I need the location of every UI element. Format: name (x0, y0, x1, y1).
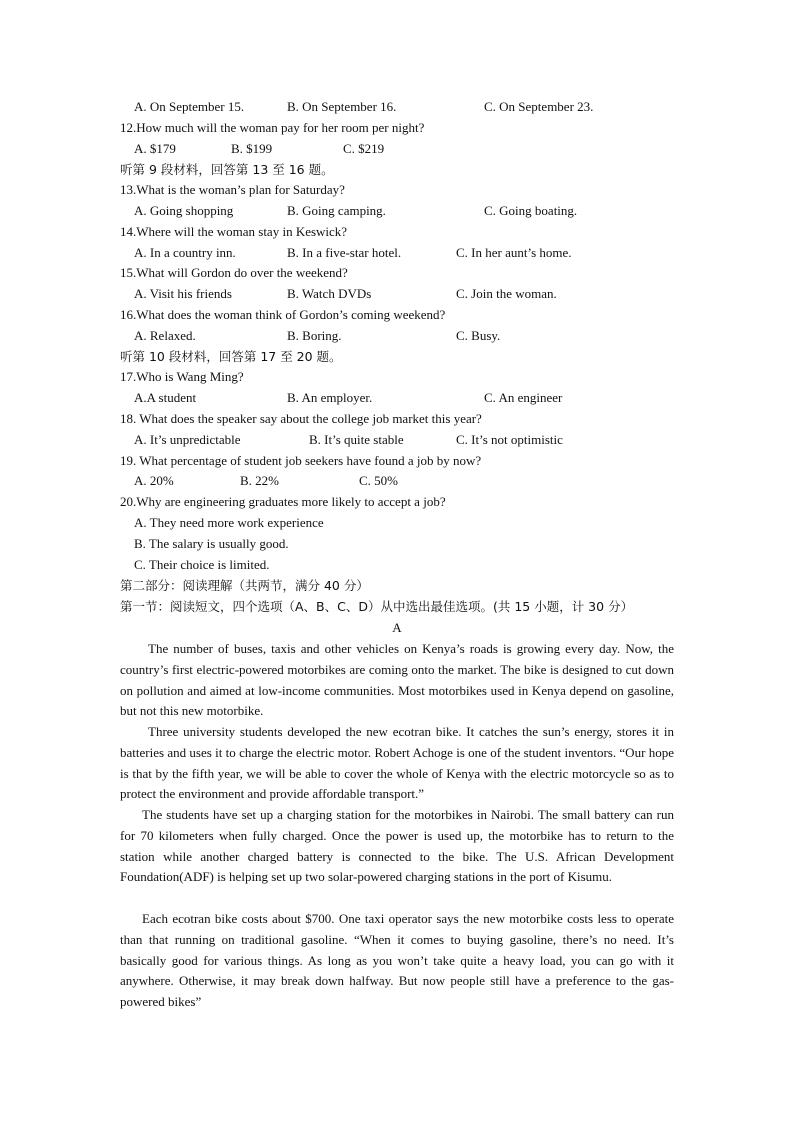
q14-option-c: C. In her aunt’s home. (456, 245, 572, 260)
q16-option-a: A. Relaxed. (134, 328, 196, 343)
passage-paragraph-3: The students have set up a charging station for the motorbikes in Nairobi. The small battery can run for 70 kilometers when fully charged. Once the power is used up, the motorbike has to return to the station while another charged battery is connected to the bike. The U.S. African Development Foundation(ADF) is helping set up two solar-powered charging stations in the port of Kisumu. (120, 807, 674, 885)
q15-option-a: A. Visit his friends (134, 286, 232, 301)
q13-option-a: A. Going shopping (134, 203, 234, 218)
q17-option-c: C. An engineer (484, 390, 563, 405)
question-12: 12.How much will the woman pay for her room per night? (120, 120, 425, 135)
q13-option-c: C. Going boating. (484, 203, 578, 218)
section-9-instruction: 听第 9 段材料，回答第 13 至 16 题。 (120, 162, 334, 177)
passage-paragraph-1: The number of buses, taxis and other vehicles on Kenya’s roads is growing every day. Now, the country’s first electric-powered motorbikes are coming onto the market. The bike is designed to cut down on pollution and aimed at low-income communities. Most motorbikes used in Kenya depend on gasoline, but not this new motorbike. (120, 641, 674, 719)
question-13: 13.What is the woman’s plan for Saturday? (120, 182, 345, 197)
passage-paragraph-4: Each ecotran bike costs about $700. One taxi operator says the new motorbike costs less to operate than that running on traditional gasoline. “When it comes to buying gasoline, there’s no need. It’s basically good for various things. As long as you won’t take quite a heavy load, you can go with it anywhere. Otherwise, it may break down halfway. But now people still have a preference to the gas-powered bikes” (120, 911, 674, 1010)
passage-label: A (392, 620, 402, 635)
q15-option-c: C. Join the woman. (456, 286, 557, 301)
question-14: 14.Where will the woman stay in Keswick? (120, 224, 348, 239)
q20-option-c: C. Their choice is limited. (134, 557, 270, 572)
question-16: 16.What does the woman think of Gordon’s coming weekend? (120, 307, 446, 322)
question-18: 18. What does the speaker say about the college job market this year? (120, 411, 482, 426)
q13-option-b: B. Going camping. (287, 203, 386, 218)
q14-option-a: A. In a country inn. (134, 245, 236, 260)
q12-option-c: C. $219 (343, 141, 385, 156)
q15-option-b: B. Watch DVDs (287, 286, 372, 301)
q11-option-a: A. On September 15. (134, 99, 245, 114)
passage-paragraph-2: Three university students developed the new ecotran bike. It catches the sun’s energy, stores it in batteries and uses it to charge the electric motor. Robert Achoge is one of the student inventors. “Our hope is that by the fifth year, we will be able to cover the whole of Kenya with the electric motorcycle so as to protect the environment and provide affordable transport.” (120, 724, 674, 802)
q11-option-b: B. On September 16. (287, 99, 397, 114)
part-2-section-1-instruction: 第一节：阅读短文，四个选项（A、B、C、D）从中选出最佳选项。(共 15 小题，计 30 分） (120, 599, 634, 614)
q16-option-c: C. Busy. (456, 328, 501, 343)
part-2-heading: 第二部分：阅读理解（共两节，满分 40 分） (120, 578, 369, 593)
q19-option-c: C. 50% (359, 473, 398, 488)
q11-option-c: C. On September 23. (484, 99, 594, 114)
q12-option-b: B. $199 (231, 141, 273, 156)
question-17: 17.Who is Wang Ming? (120, 369, 244, 384)
q17-option-b: B. An employer. (287, 390, 373, 405)
question-20: 20.Why are engineering graduates more likely to accept a job? (120, 494, 446, 509)
section-10-instruction: 听第 10 段材料，回答第 17 至 20 题。 (120, 349, 342, 364)
question-19: 19. What percentage of student job seekers have found a job by now? (120, 453, 482, 468)
q17-option-a: A.A student (134, 390, 197, 405)
q18-option-b: B. It’s quite stable (309, 432, 404, 447)
q20-option-a: A. They need more work experience (134, 515, 324, 530)
q16-option-b: B. Boring. (287, 328, 342, 343)
q14-option-b: B. In a five-star hotel. (287, 245, 402, 260)
q19-option-b: B. 22% (240, 473, 279, 488)
q20-option-b: B. The salary is usually good. (134, 536, 289, 551)
q19-option-a: A. 20% (134, 473, 174, 488)
q18-option-a: A. It’s unpredictable (134, 432, 241, 447)
q12-option-a: A. $179 (134, 141, 176, 156)
q18-option-c: C. It’s not optimistic (456, 432, 563, 447)
question-15: 15.What will Gordon do over the weekend? (120, 265, 348, 280)
